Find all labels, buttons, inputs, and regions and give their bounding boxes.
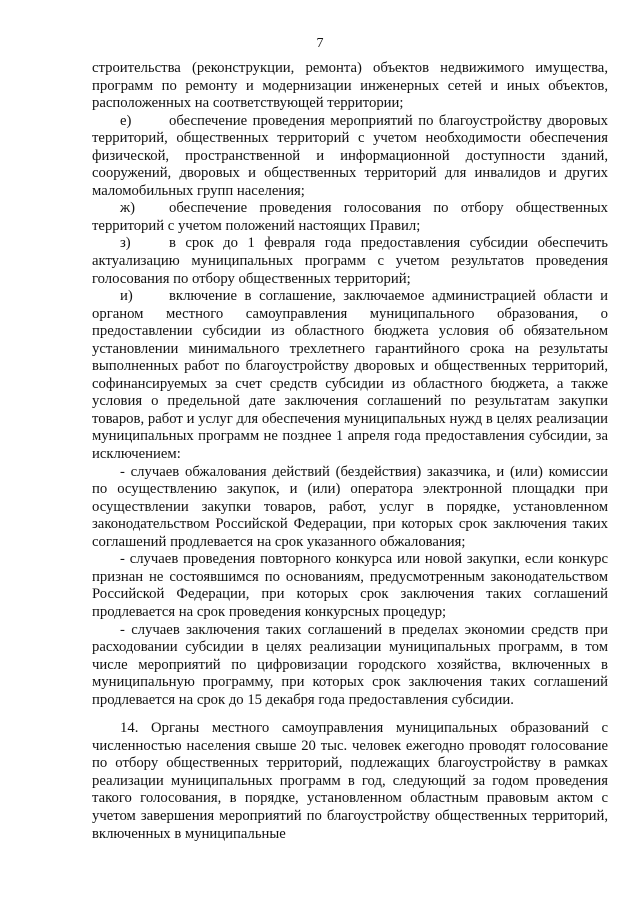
list-item-i [92, 288, 608, 463]
exception-item-appeal [92, 464, 608, 552]
list-item-label: е) [120, 112, 132, 129]
paragraph-text: строительства (реконструкции, ремонта) объектов недвижимого имущества, программ по ремонту и модернизации инженерных сетей и иных объектов, расположенных на соответствующей территории; [92, 60, 608, 112]
document-body [92, 60, 608, 843]
list-item-label: и) [120, 288, 133, 305]
page-number: 7 [316, 36, 324, 51]
paragraph-text: 14. Органы местного самоуправления муниципальных образований с численностью населения свыше 20 тыс. человек ежегодно проводят голосование по отбору общественных территорий, подлежащих благоустройству в рамках реализации муниципальных программ в год, следующий за годом проведения такого голосования, в порядке, установленном областным правовым актом с учетом завершения мероприятий по благоустройству общественных территорий, включенных в муниципальные [92, 720, 608, 842]
list-item-label: з) [120, 235, 131, 252]
paragraph-text: обеспечение проведения мероприятий по благоустройству дворовых территорий, общественных территорий с учетом необходимости обеспечения физической, пространственной и информационной доступности зданий, сооружений, дворовых и общественных территорий для инвалидов и других маломобильных групп населения; [92, 112, 608, 199]
list-item-e [92, 113, 608, 201]
list-item-zh [92, 200, 608, 235]
paragraph-text: - случаев заключения таких соглашений в пределах экономии средств при расходовании субсидии в целях реализации муниципальных программ, в том числе мероприятий по цифровизации городского хозяйства, включенных в муниципальную программу, при которых срок заключения таких соглашений продлевается на срок до 15 декабря года предоставления субсидии. [92, 621, 608, 708]
list-item-z [92, 235, 608, 288]
paragraph-text: в срок до 1 февраля года предоставления субсидии обеспечить актуализацию муниципальных программ с учетом результатов проведения голосования по отбору общественных территорий; [92, 235, 608, 287]
paragraph-text: - случаев проведения повторного конкурса или новой закупки, если конкурс признан не состоявшимся по основаниям, предусмотренным законодательством Российской Федерации, при которых срок заключения таких соглашений продлевается на срок проведения конкурсных процедур; [92, 551, 608, 620]
paragraph-continuation [92, 60, 608, 113]
exception-item-repeat-tender [92, 551, 608, 621]
paragraph-text: обеспечение проведения голосования по отбору общественных территорий с учетом положений настоящих Правил; [92, 200, 608, 234]
paragraph-text: - случаев обжалования действий (бездействия) заказчика, и (или) комиссии по осуществлению закупок, и (или) оператора электронной площадки при осуществлении закупки товаров, работ, услуг в порядке, установленном законодательством Российской Федерации, при которых срок заключения таких соглашений продлевается на срок указанного обжалования; [92, 463, 608, 550]
list-item-label: ж) [120, 200, 136, 217]
paragraph-14 [92, 720, 608, 843]
paragraph-text: включение в соглашение, заключаемое администрацией области и органом местного самоуправления муниципального образования, о предоставлении субсидии из областного бюджета условия об обязательном установлении минимального трехлетнего гарантийного срока на результаты выполненных работ по благоустройству дворовых и общественных территорий, софинансируемых за счет средств субсидии из областного бюджета, а также условия о предельной дате заключения соглашений по результатам закупки товаров, работ и услуг для обеспечения муниципальных нужд в целях реализации муниципальных программ не позднее 1 апреля года предоставления субсидии, за исключением: [92, 288, 608, 463]
exception-item-savings [92, 622, 608, 710]
